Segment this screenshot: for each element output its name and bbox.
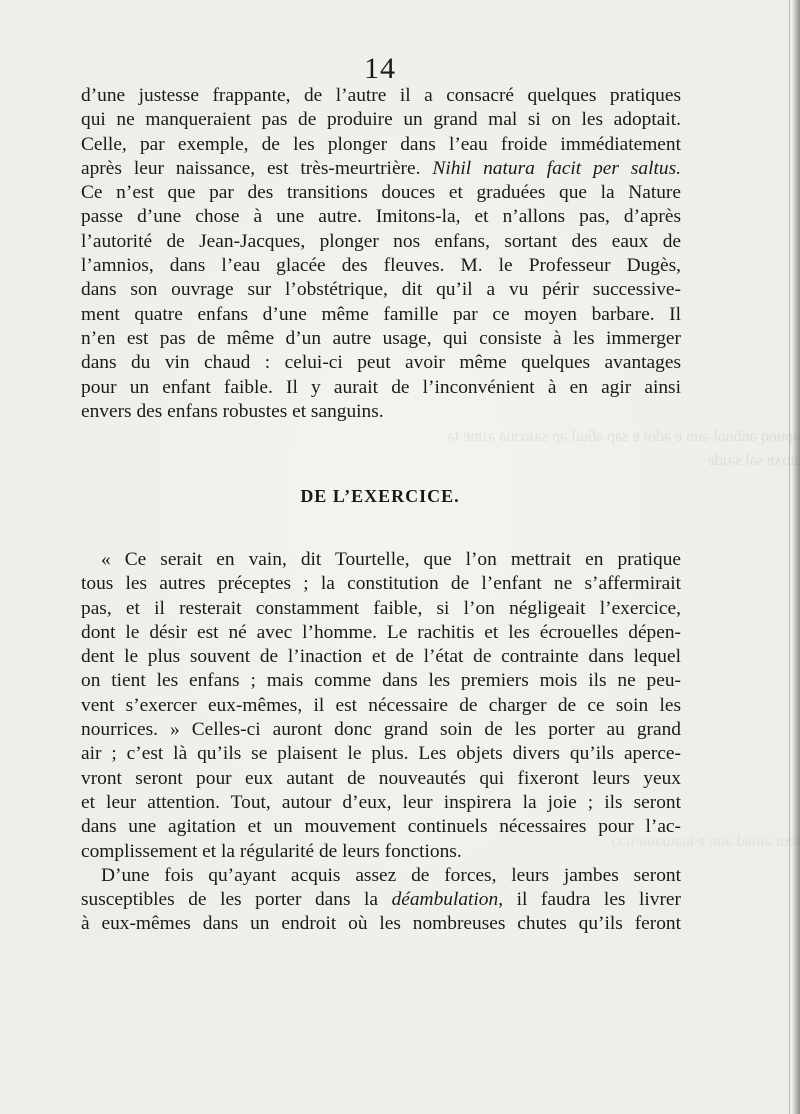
text-line: et leur attention. Tout, autour d’eux, leur inspirera la joie ; ils seront	[81, 791, 681, 813]
text-fragment: , il faudra les livrer	[498, 889, 681, 911]
text-line: D’une fois qu’ayant acquis assez de forces, leurs jambes seront	[101, 864, 681, 886]
text-line: air ; c’est là qu’ils se plaisent le plus. Les objets divers qu’ils aperce-	[81, 743, 681, 765]
text-line: à eux-mêmes dans un endroit où les nombreuses chutes qu’ils feront	[81, 913, 681, 935]
text-fragment: susceptibles de les porter dans la	[81, 889, 379, 911]
text-line: vent s’exercer eux-mêmes, il est nécessaire de charger de ce soin les	[81, 694, 681, 716]
page-edge-shadow	[792, 0, 800, 1114]
text-line: ment quatre enfans d’une même famille par ce moyen barbare. Il	[81, 303, 681, 325]
text-line: envers des enfans robustes et sanguins.	[81, 400, 384, 422]
paragraph-block-1	[81, 84, 681, 424]
text-line: passe d’une chose à une autre. Imitons-la, et n’allons pas, d’après	[81, 206, 681, 228]
text-line: nourrices. » Celles-ci auront donc grand soin de les porter au grand	[81, 719, 681, 741]
text-line: vront seront pour eux autant de nouveautés qui fixeront leurs yeux	[81, 767, 681, 789]
text-fragment: après leur naissance, est très-meurtrière.	[81, 157, 421, 179]
latin-quote: Nihil natura facit per saltus.	[432, 157, 681, 179]
text-line: tous les autres préceptes ; la constitution de l’enfant ne s’affermirait	[81, 573, 681, 595]
text-line: dans son ouvrage sur l’obstétrique, dit qu’il a vu périr successive-	[81, 279, 681, 301]
text-line: dent le plus souvent de l’inaction et de l’état de contrainte dans lequel	[81, 646, 681, 668]
text-line: pour un enfant faible. Il y aurait de l’inconvénient à en agir ainsi	[81, 376, 681, 398]
text-line: « Ce serait en vain, dit Tourtelle, que l’on mettrait en pratique	[101, 549, 681, 570]
text-line: pas, et il resterait constamment faible, si l’on négligeait l’exercice,	[81, 597, 681, 619]
text-line: dans du vin chaud : celui-ci peut avoir même quelques avantages	[81, 352, 681, 374]
show-through-text-2: ʇɐɯ ǝʇıʇǝd ǝun ɐ ʇuǝɯǝuıɐʇɹǝɔ	[611, 833, 800, 850]
section-heading: DE L’EXERCICE.	[300, 486, 460, 506]
page-edge-line	[789, 0, 790, 1114]
text-line: l’autorité de Jean-Jacques, plonger nos enfans, sortant des eaux de	[81, 230, 681, 252]
text-line: on tient les enfans ; mais comme dans les premiers mois ils ne peu-	[81, 670, 681, 692]
paragraph-block-2	[81, 548, 681, 937]
text-line: qui ne manqueraient pas de produire un grand mal si on les adoptait.	[81, 109, 681, 131]
text-line: dont le désir est né avec l’homme. Le rachitis et les écrouelles dépen-	[81, 621, 681, 643]
text-line-with-quote	[81, 157, 681, 181]
text-line: l’amnios, dans l’eau glacée des fleuves. M. le Professeur Dugès,	[81, 255, 681, 277]
text-line: dans une agitation et un mouvement continuels nécessaires pour l’ac-	[81, 816, 681, 838]
text-line: d’une justesse frappante, de l’autre il a consacré quelques pratiques	[81, 85, 681, 106]
text-line: n’en est pas de même d’un autre usage, qui consiste à les immerger	[81, 327, 681, 349]
page-number: 14	[364, 52, 396, 85]
show-through-text: ǝpuoq ǝnƃuol ǝun ɐ ǝdoʇ ɐ sǝp ǝƃuıl ǝp sǝɹoɔuǝ ǝɹʇnɐ ʇǝ ɹıoʌɐ sǝl sǝɹdɐ	[447, 428, 800, 469]
text-line: complissement et la régularité de leurs fonctions.	[81, 840, 462, 862]
italic-term: déambulation	[391, 889, 499, 911]
text-line: Ce n’est que par des transitions douces et graduées que la Nature	[81, 182, 681, 204]
text-line: Celle, par exemple, de les plonger dans l’eau froide immédiatement	[81, 133, 681, 155]
text-line-with-italic	[81, 888, 681, 912]
